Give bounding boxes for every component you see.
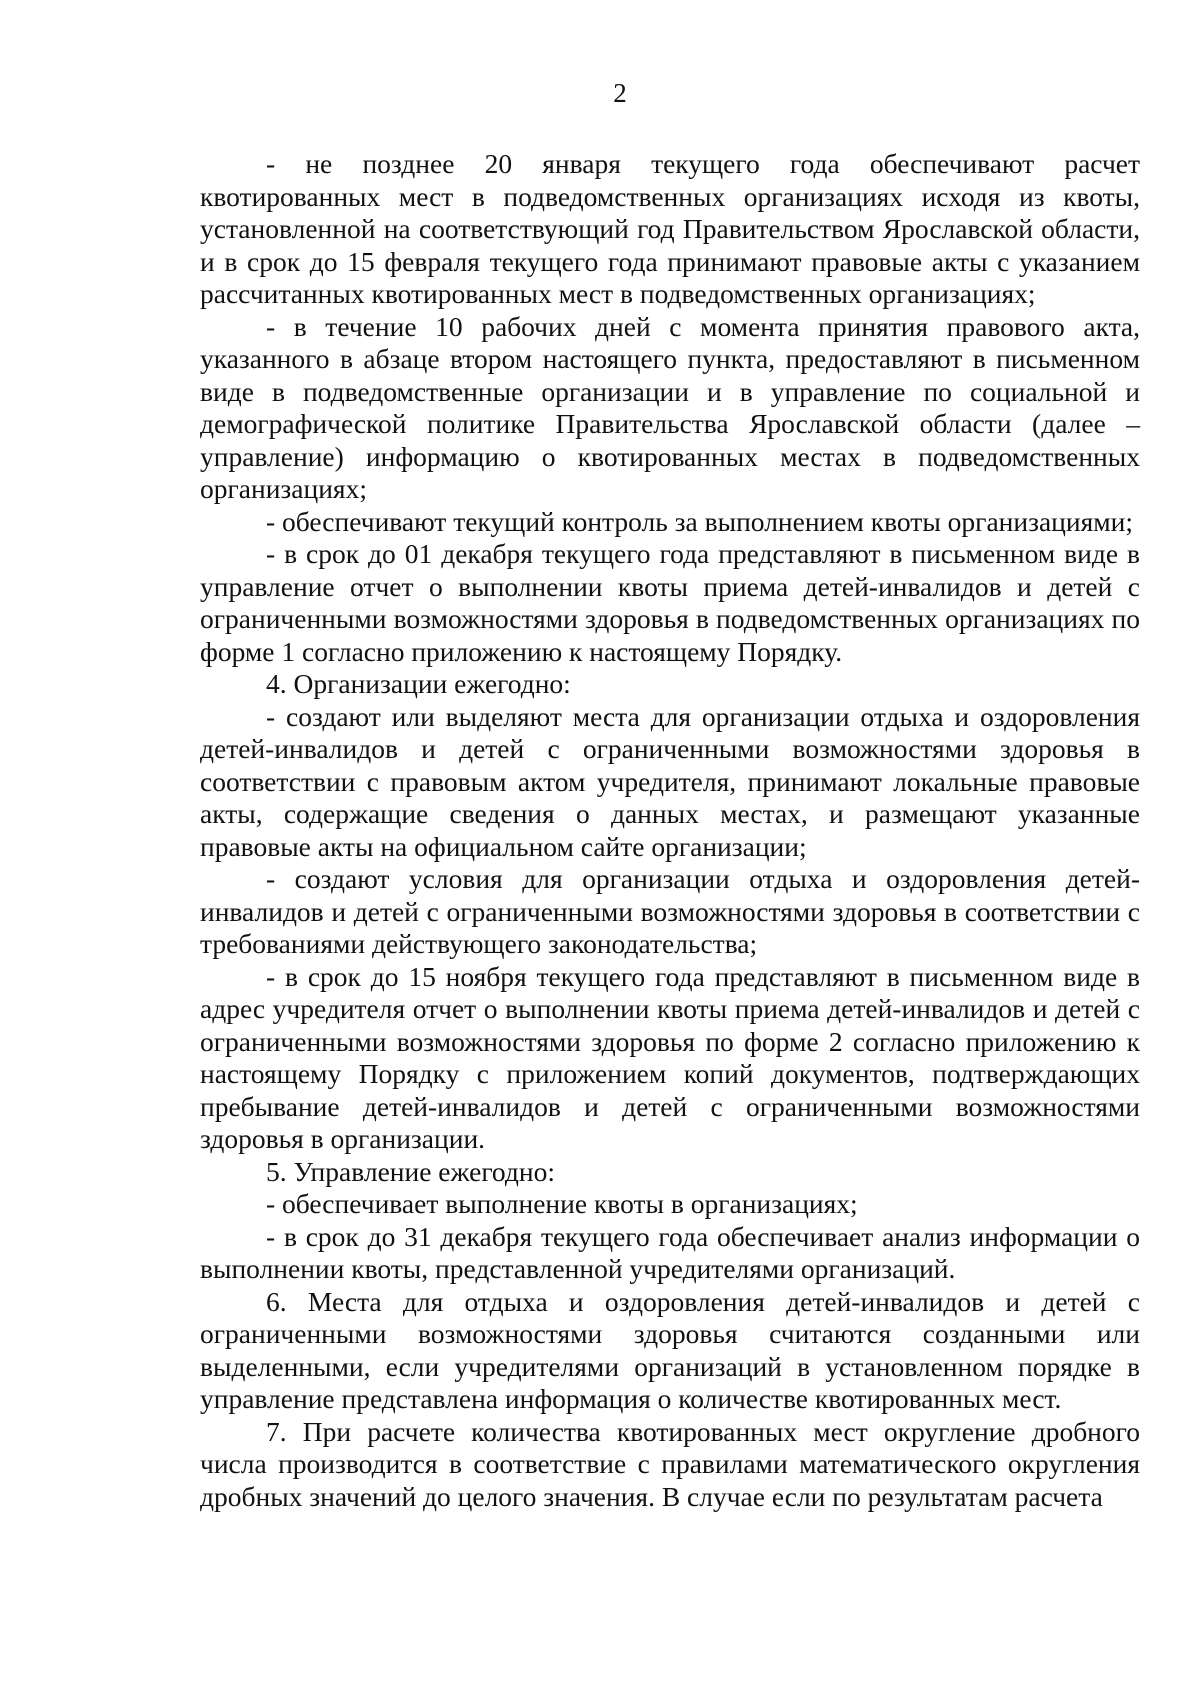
paragraph: - обеспечивает выполнение квоты в организациях; xyxy=(266,1188,858,1219)
paragraph: 6. Места для отдыха и оздоровления детей-инвалидов и детей с ограниченными возможностями здоровья считаются созданными или выделенными, если учредителями организаций в установленном порядке в управление представлена информация о количестве квотированных мест. xyxy=(200,1285,1140,1414)
paragraph: - в течение 10 рабочих дней с момента принятия правового акта, указанного в абзаце втором настоящего пункта, предоставляют в письменном виде в подведомственные организации и в управление по социальной и демографической политике Правительства Ярославской области (далее – управление) информацию о квотированных местах в подведомственных организациях; xyxy=(200,310,1140,504)
document-body xyxy=(200,148,1140,1513)
paragraph: - создают или выделяют места для организации отдыха и оздоровления детей-инвалидов и детей с ограниченными возможностями здоровья в соответствии с правовым актом учредителя, принимают локальные правовые акты, содержащие сведения о данных местах, и размещают указанные правовые акты на официальном сайте организации; xyxy=(200,700,1140,862)
paragraph: 7. При расчете количества квотированных мест округление дробного числа производится в соответствие с правилами математического округления дробных значений до целого значения. В случае если по результатам расчета xyxy=(200,1415,1140,1512)
paragraph: - в срок до 31 декабря текущего года обеспечивает анализ информации о выполнении квоты, представленной учредителями организаций. xyxy=(200,1220,1140,1284)
section-heading: 5. Управление ежегодно: xyxy=(266,1155,555,1187)
paragraph: - в срок до 01 декабря текущего года представляют в письменном виде в управление отчет о выполнении квоты приема детей-инвалидов и детей с ограниченными возможностями здоровья в подведомственных организациях по форме 1 согласно приложению к настоящему Порядку. xyxy=(200,538,1140,667)
paragraph: - не позднее 20 января текущего года обеспечивают расчет квотированных мест в подведомственных организациях исходя из квоты, установленной на соответствующий год Правительством Ярославской области, и в срок до 15 февраля текущего года принимают правовые акты с указанием рассчитанных квотированных мест в подведомственных организациях; xyxy=(200,148,1140,309)
section-heading: 4. Организации ежегодно: xyxy=(266,668,571,699)
paragraph: - в срок до 15 ноября текущего года представляют в письменном виде в адрес учредителя отчет о выполнении квоты приема детей-инвалидов и детей с ограниченными возможностями здоровья по форме 2 согласно приложению к настоящему Порядку с приложением копий документов, подтверждающих пребывание детей-инвалидов и детей с ограниченными возможностями здоровья в организации. xyxy=(200,960,1140,1154)
page-number: 2 xyxy=(613,78,627,108)
paragraph: - обеспечивают текущий контроль за выполнением квоты организациями; xyxy=(266,505,1134,537)
paragraph: - создают условия для организации отдыха и оздоровления детей-инвалидов и детей с ограниченными возможностями здоровья в соответствии с требованиями действующего законодательства; xyxy=(200,863,1140,959)
